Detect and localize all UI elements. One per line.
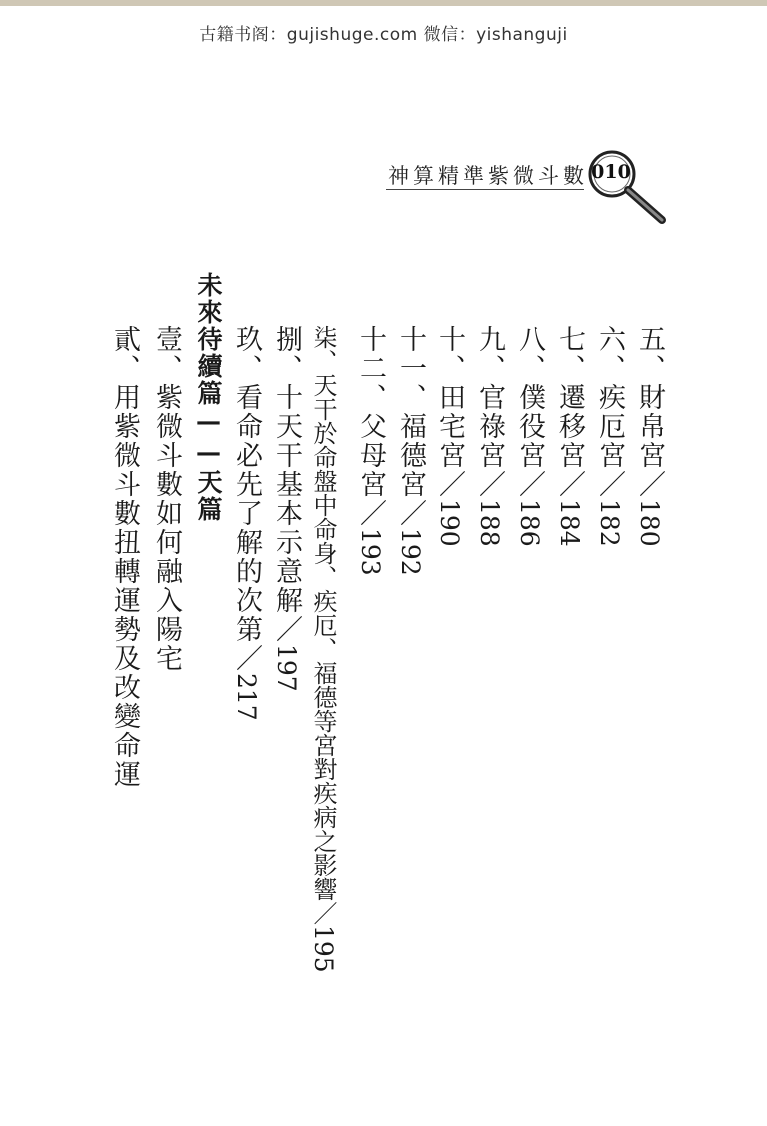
toc-entry: 壹、紫微斗數如何融入陽宅 (151, 325, 182, 673)
toc-entry: 六、疾厄宮／182 (594, 325, 625, 547)
toc-entry: 貳、用紫微斗數扭轉運勢及改變命運 (109, 325, 140, 789)
title-underline (386, 189, 584, 190)
watermark: 古籍书阁：gujishuge.com 微信：yishanguji (199, 25, 568, 45)
toc-entry: 十一、福德宮／192 (395, 325, 426, 576)
page-number: 010 (591, 161, 631, 183)
toc-entry: 九、官祿宮／188 (474, 325, 505, 547)
toc-entry: 五、財帛宮／180 (634, 325, 665, 547)
toc-entry: 八、僕役宮／186 (514, 325, 545, 547)
toc-entry: 捌、十天干基本示意解／197 (271, 325, 302, 692)
top-border (0, 0, 767, 6)
toc-entry: 十、田宅宮／190 (434, 325, 465, 547)
toc-entry: 柒、天干於命盤中命身、疾厄、福德等宮對疾病之影響／195 (309, 325, 338, 973)
toc-entry: 玖、看命必先了解的次第／217 (231, 325, 262, 721)
book-title: 神算精準紫微斗數 (388, 164, 588, 188)
toc-entry: 十二、父母宮／193 (355, 325, 386, 576)
section-heading: 未來待續篇——天篇 (194, 272, 223, 523)
toc-entry: 七、遷移宮／184 (554, 325, 585, 547)
